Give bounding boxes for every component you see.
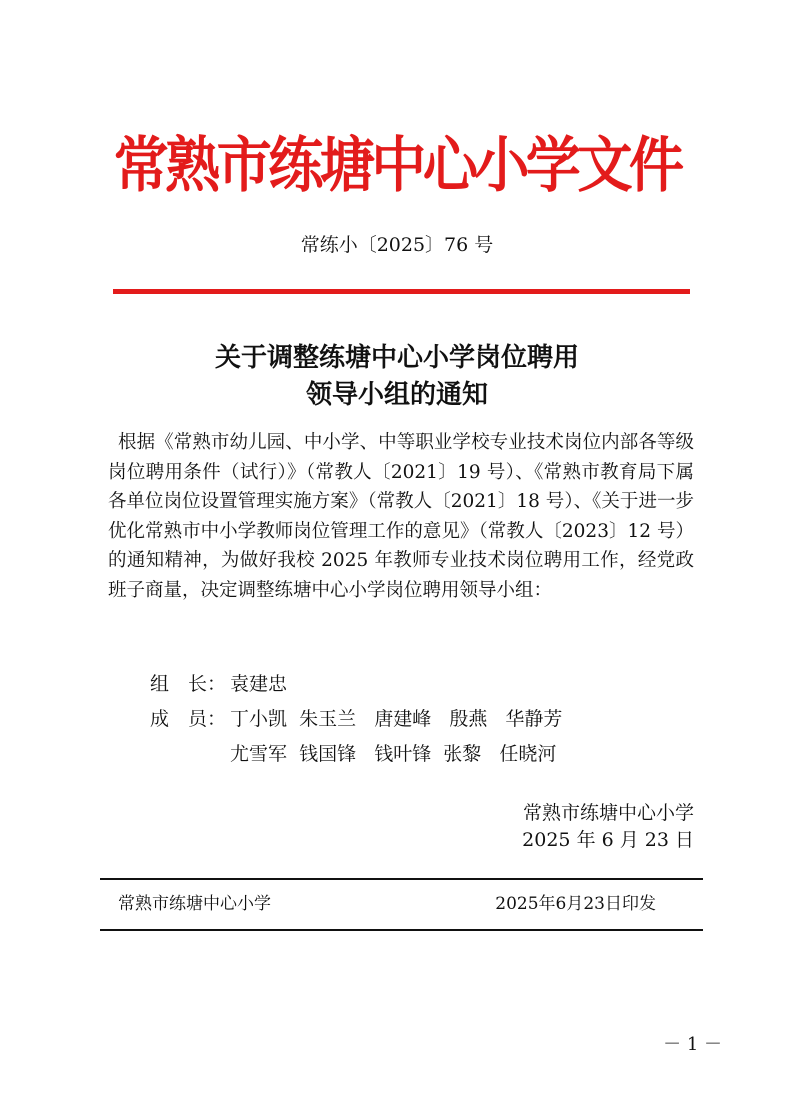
leader-name: 袁建忠: [230, 673, 288, 695]
leader-label: 组 长：: [150, 673, 227, 695]
page-number: － 1 －: [663, 1034, 722, 1055]
signature-date: 2025 年 6 月 23 日: [522, 829, 694, 851]
footer-bottom-rule: [100, 929, 703, 931]
red-header-rule: [113, 289, 690, 294]
members-names-line-2: 尤雪军 钱国锋 钱叶锋 张黎 任晓河: [230, 743, 557, 765]
signature-block: [522, 800, 694, 854]
members-row-continued: [150, 737, 562, 772]
members-row: [150, 702, 562, 737]
footer-issue-date: 2025年6月23日印发: [495, 894, 656, 914]
footer-issuing-org: 常熟市练塘中心小学: [118, 894, 271, 914]
document-number: 常练小〔2025〕76 号: [300, 234, 494, 256]
issuer-header-title: 常熟市练塘中心小学文件: [113, 131, 681, 201]
leader-row: [150, 667, 562, 702]
committee-member-list: [150, 667, 562, 772]
signature-org: 常熟市练塘中心小学: [522, 802, 694, 824]
members-label: 成 员：: [150, 708, 227, 730]
notice-body-paragraph: 根据《常熟市幼儿园、中小学、中等职业学校专业技术岗位内部各等级岗位聘用条件（试行）》（常教人〔2021〕19 号）、《常熟市教育局下属各单位岗位设置管理实施方案》（常教人〔2021〕18 号）、《关于进一步优化常熟市中小学教师岗位管理工作的意见》（常教人〔2023〕12 号）的通知精神，为做好我校 2025 年教师专业技术岗位聘用工作，经党政班子商量，决定调整练塘中心小学岗位聘用领导小组：: [108, 432, 694, 601]
document-title-line-2: 领导小组的通知: [305, 380, 488, 410]
footer-top-rule: [100, 878, 703, 880]
document-title: [0, 340, 794, 414]
document-title-line-1: 关于调整练塘中心小学岗位聘用: [214, 343, 579, 373]
members-names-line-1: 丁小凯 朱玉兰 唐建峰 殷燕 华静芳: [230, 708, 563, 730]
